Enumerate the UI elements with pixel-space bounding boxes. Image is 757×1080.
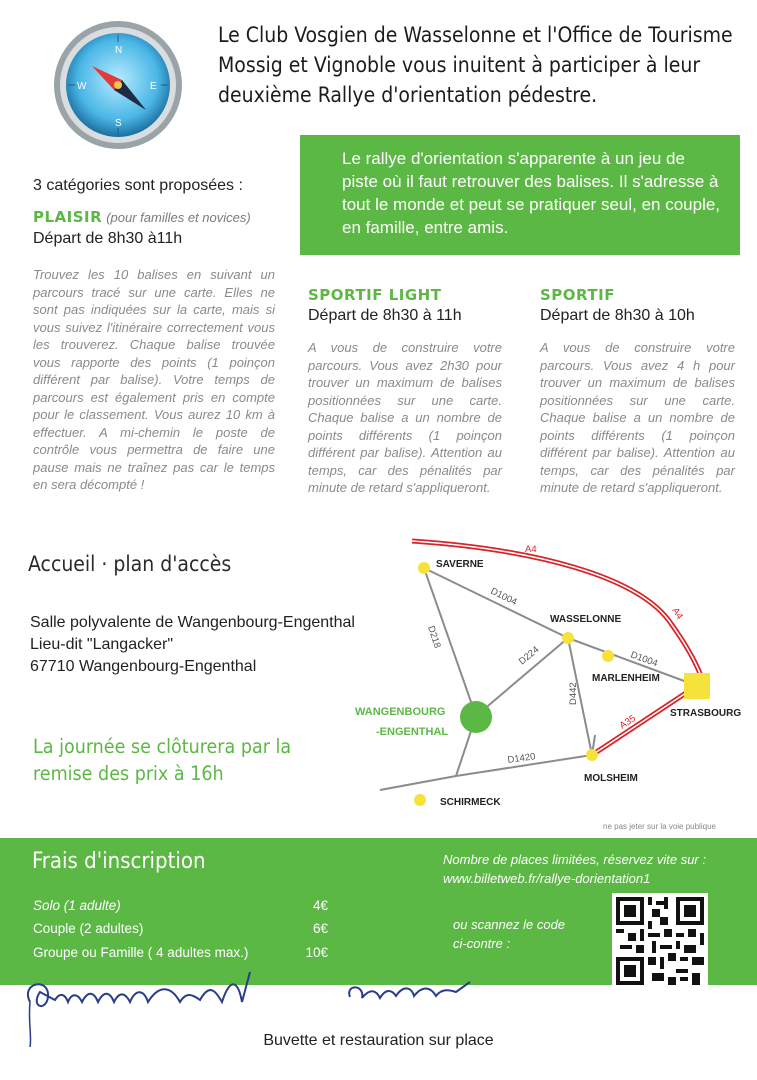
fee-row (33, 898, 328, 913)
label-wasselonne: WASSELONNE (550, 614, 622, 625)
node-strasbourg (684, 673, 710, 699)
label-schirmeck: SCHIRMECK (440, 797, 501, 808)
label-d1004-right: D1004 (628, 649, 660, 670)
category-description: A vous de construire votre parcours. Vous avez 4 h pour trouver un maximum de balises positionnées sur une carte. Chaque balise a un nombre de points différents (1 poinçon différent par balise). Attention au temps, car des pénalités par minute de retard s'appliqueront. (540, 340, 735, 495)
address-line: Lieu-dit "Langacker" (30, 636, 173, 653)
category-note: (pour familles et novices) (106, 210, 251, 225)
address-line: 67710 Wangenbourg-Engenthal (30, 658, 257, 675)
node-wasselonne (562, 632, 574, 644)
category-departure: Départ de 8h30 à 10h (540, 307, 695, 324)
intro-text: Le rallye d'orientation s'apparente à un jeu de piste où il faut retrouver des balises. Il s'adresse à tout le monde et peut se pratiquer seul, en couple, en famille, entre amis. (342, 149, 721, 237)
node-molsheim (586, 749, 598, 761)
categories-heading: 3 catégories sont proposées : (33, 177, 243, 194)
category-name: SPORTIF LIGHT (308, 286, 442, 304)
fee-label: Solo (1 adulte) (33, 898, 121, 913)
category-description: A vous de construire votre parcours. Vous avez 2h30 pour trouver un maximum de balises positionnées sur une carte. Chaque balise a un nombre de points différents (1 poinçon différent par balise). Attention au temps, car des pénalités par minute de retard s'appliqueront. (308, 340, 502, 495)
label-engenthal: -ENGENTHAL (376, 726, 449, 738)
fee-label: Groupe ou Famille ( 4 adultes max.) (33, 945, 249, 960)
node-wangenbourg (460, 701, 492, 733)
booking-info (443, 850, 706, 888)
road-d224 (476, 638, 568, 716)
access-map (340, 535, 750, 830)
label-d1420: D1420 (506, 751, 537, 766)
category-name: PLAISIR (33, 208, 103, 226)
fee-price: 6€ (312, 921, 328, 936)
fee-label: Couple (2 adultes) (33, 921, 144, 936)
booking-line: Nombre de places limitées, réservez vite sur : (443, 852, 706, 867)
label-d1004-top: D1004 (488, 585, 519, 608)
label-d224: D224 (516, 644, 542, 668)
label-saverne: SAVERNE (436, 559, 484, 570)
road-schirmeck (380, 776, 456, 790)
compass-s: S (115, 118, 122, 129)
address-line: Salle polyvalente de Wangenbourg-Engenthal (30, 614, 355, 631)
label-strasbourg: STRASBOURG (670, 708, 742, 719)
access-map-svg (340, 535, 750, 825)
category-plaisir (33, 208, 275, 494)
closing-note (33, 733, 333, 787)
venue-address (30, 612, 355, 678)
scan-line: ou scannez le code (453, 917, 566, 932)
category-sportif (540, 286, 735, 497)
qr-code-icon (612, 893, 708, 989)
compass-n: N (115, 45, 123, 56)
node-saverne (418, 562, 430, 574)
scan-note (453, 915, 565, 953)
fee-row (33, 921, 328, 936)
page-title (218, 20, 738, 110)
fees-heading: Frais d'inscription (32, 849, 206, 874)
label-d218: D218 (425, 624, 443, 650)
closing-line: remise des prix à 16h (33, 762, 224, 785)
footer-note: Buvette et restauration sur place (263, 1032, 494, 1049)
node-marlenheim (602, 650, 614, 662)
node-schirmeck (414, 794, 426, 806)
booking-link[interactable]: www.billetweb.fr/rallye-dorientation1 (443, 871, 651, 886)
access-heading: Accueil · plan d'accès (28, 552, 232, 576)
category-description: Trouvez les 10 balises en suivant un parcours tracé sur une carte. Elles ne sont pas indiquées sur la carte, mais si vous suivez l'itinéraire correctement vous les trouverez. Chaque balise trouvée vous rapporte des points (1 poinçon différent par balise). Votre temps de parcours est également pris en compte pour le classement. Vous aurez 10 km à effectuer. A mi-chemin le poste de contrôle vous permettra de faire une pause mais ne traînez pas car le temps en sera décompté ! (33, 267, 275, 492)
fee-price: 4€ (312, 898, 328, 913)
compass-w: W (77, 81, 87, 92)
category-departure: Départ de 8h30 à 11h (308, 307, 462, 324)
compass-e: E (150, 81, 157, 92)
compass-icon (52, 18, 187, 153)
label-a4-side: A4 (669, 605, 685, 622)
category-sportif-light (308, 286, 502, 497)
disposal-note: ne pas jeter sur la voie publique (603, 822, 716, 831)
label-a35: A35 (617, 713, 638, 732)
title-line: Le Club Vosgien de Wasselonne et l'Office de Tourisme (218, 23, 733, 47)
qr-code[interactable] (612, 893, 708, 989)
fee-row (33, 945, 328, 960)
title-line: deuxième Rallye d'orientation pédestre. (218, 83, 598, 107)
label-molsheim: MOLSHEIM (584, 773, 638, 784)
label-marlenheim: MARLENHEIM (592, 673, 660, 684)
category-departure: Départ de 8h30 à11h (33, 230, 183, 247)
closing-line: La journée se clôturera par la (33, 735, 292, 758)
label-a4-top: A4 (525, 544, 537, 555)
intro-box (300, 135, 740, 255)
fee-price: 10€ (305, 945, 328, 960)
label-d442: D442 (568, 682, 579, 705)
title-line: Mossig et Vignoble vous inuitent à participer à leur (218, 53, 701, 77)
scan-line: ci-contre : (453, 936, 511, 951)
category-name: SPORTIF (540, 286, 615, 304)
label-wangenbourg: WANGENBOURG (355, 706, 446, 718)
compass-logo (52, 18, 187, 158)
